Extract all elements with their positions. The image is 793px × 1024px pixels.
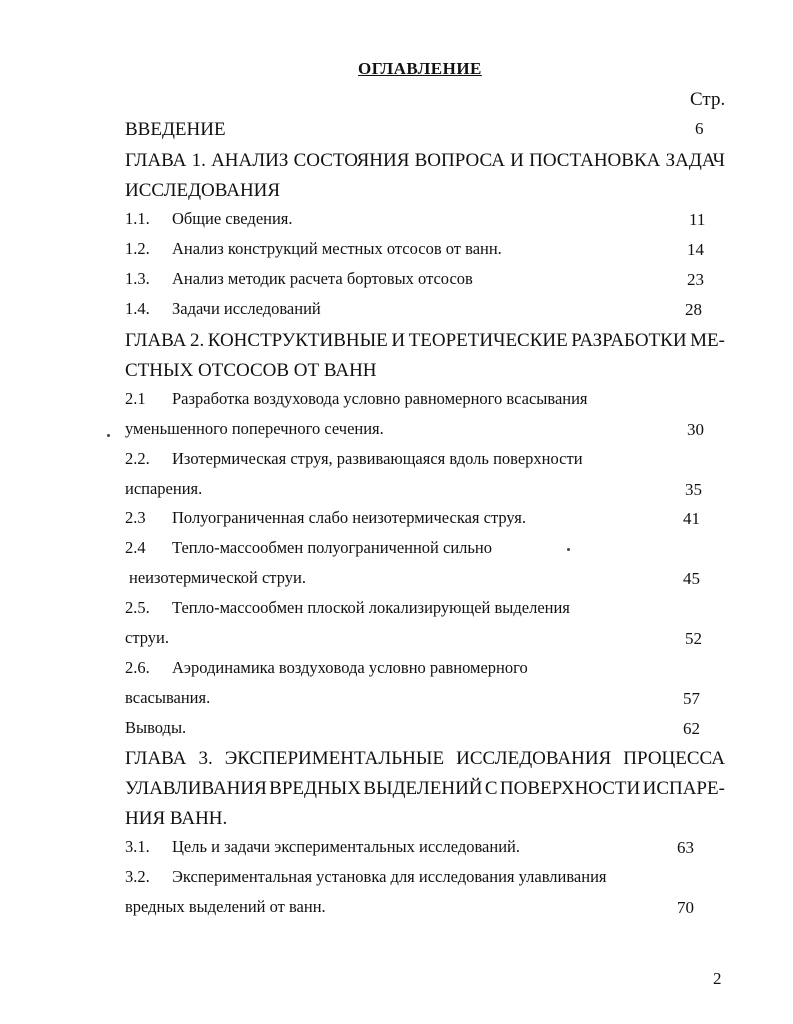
section-title: Цель и задачи экспериментальных исследований. [172, 837, 520, 856]
section-page: 52 [685, 629, 702, 648]
section-number: 1.4. [125, 299, 150, 318]
section-page: 14 [687, 240, 704, 259]
section-number: 2.5. [125, 598, 150, 617]
section-page: 30 [687, 420, 704, 439]
scan-speck [107, 434, 110, 437]
section-title: Разработка воздуховода условно равномерного всасывания [172, 389, 588, 408]
section-page: 57 [683, 689, 700, 708]
section-page: 11 [689, 210, 706, 229]
section-number: 2.3 [125, 508, 146, 527]
section-title: Анализ конструкций местных отсосов от ванн. [172, 239, 502, 258]
chapter2-heading-line2: СТНЫХ ОТСОСОВ ОТ ВАНН [125, 360, 377, 381]
section-title: Изотермическая струя, развивающаяся вдоль поверхности [172, 449, 583, 468]
section-number: 3.1. [125, 837, 150, 856]
section-page: 45 [683, 569, 700, 588]
section-title: Общие сведения. [172, 209, 293, 228]
chapter2-heading-line1: ГЛАВА 2. КОНСТРУКТИВНЫЕ И ТЕОРЕТИЧЕСКИЕ РАЗРАБОТКИ МЕ- [125, 330, 725, 351]
section-title: Тепло-массообмен плоской локализирующей выделения [172, 598, 570, 617]
section-title-continuation: испарения. [125, 479, 203, 498]
section-title: Задачи исследований [172, 299, 321, 318]
section-number: 2.2. [125, 449, 150, 468]
intro-label: ВВЕДЕНИЕ [125, 119, 226, 140]
chapter3-heading-line3: НИЯ ВАНН. [125, 808, 228, 829]
section-page: 41 [683, 509, 700, 528]
section-number: 2.1 [125, 389, 146, 408]
section-title-continuation: неизотермической струи. [129, 568, 306, 587]
section-number: 1.3. [125, 269, 150, 288]
chapter1-heading-line2: ИССЛЕДОВАНИЯ [125, 180, 281, 201]
toc-title: ОГЛАВЛЕНИЕ [358, 59, 482, 78]
section-page: 70 [677, 898, 694, 917]
section-title-continuation: вредных выделений от ванн. [125, 897, 326, 916]
section-number: 3.2. [125, 867, 150, 886]
section-title-continuation: струи. [125, 628, 169, 647]
section-title: Полуограниченная слабо неизотермическая струя. [172, 508, 526, 527]
page-number: 2 [713, 969, 722, 988]
chapter3-heading-line2: УЛАВЛИВАНИЯ ВРЕДНЫХ ВЫДЕЛЕНИЙ С ПОВЕРХНОСТИ ИСПАРЕ- [125, 778, 725, 799]
section-number: 1.1. [125, 209, 150, 228]
conclusions-page: 62 [683, 719, 700, 738]
section-page: 23 [687, 270, 704, 289]
section-page: 35 [685, 480, 702, 499]
section-title: Экспериментальная установка для исследования улавливания [172, 867, 607, 886]
chapter1-heading-line1: ГЛАВА 1. АНАЛИЗ СОСТОЯНИЯ ВОПРОСА И ПОСТАНОВКА ЗАДАЧ [125, 150, 725, 171]
section-title-continuation: уменьшенного поперечного сечения. [125, 419, 384, 438]
section-page: 63 [677, 838, 694, 857]
page-column-label: Стр. [690, 89, 726, 110]
conclusions-label: Выводы. [125, 718, 187, 737]
section-number: 2.6. [125, 658, 150, 677]
section-title: Аэродинамика воздуховода условно равномерного [172, 658, 528, 677]
section-title: Анализ методик расчета бортовых отсосов [172, 269, 473, 288]
section-number: 1.2. [125, 239, 150, 258]
chapter3-heading-line1: ГЛАВА 3. ЭКСПЕРИМЕНТАЛЬНЫЕ ИССЛЕДОВАНИЯ ПРОЦЕССА [125, 748, 725, 769]
section-title-continuation: всасывания. [125, 688, 211, 707]
section-page: 28 [685, 300, 702, 319]
scan-speck [567, 548, 570, 551]
intro-page: 6 [695, 119, 704, 138]
section-number: 2.4 [125, 538, 146, 557]
section-title: Тепло-массообмен полуограниченной сильно [172, 538, 493, 557]
